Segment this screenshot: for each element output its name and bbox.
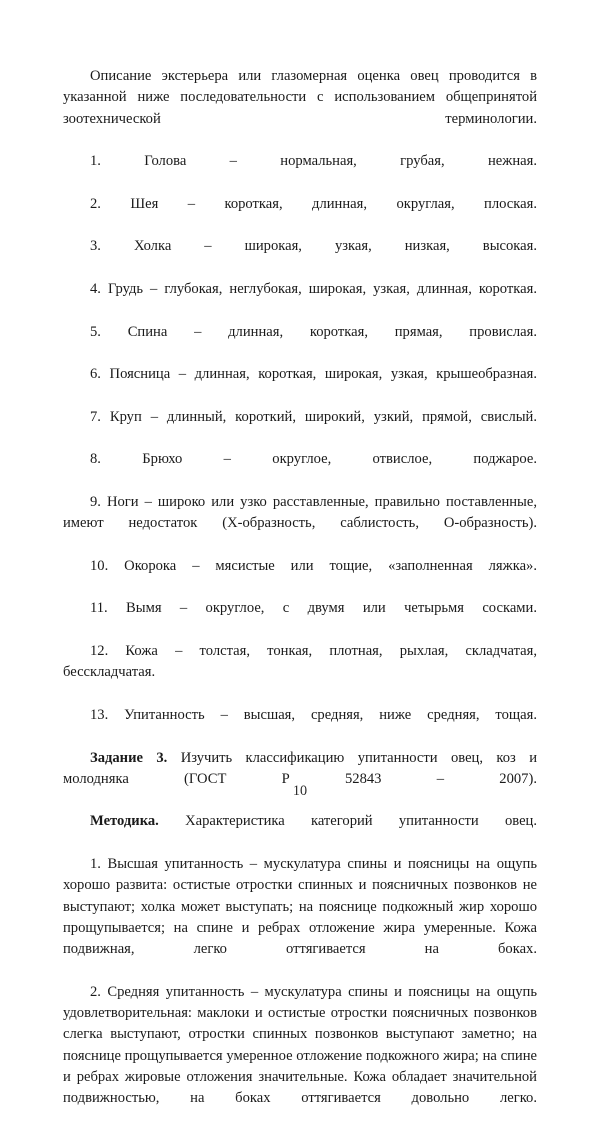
fatness-category-2: 2. Средняя упитанность – мускулатура спины и поясницы на ощупь удовлетворительная: маклоки и остистые отростки поясничных позвонков слегка выступают, отростки спинных позвонков выступают заметно; на пояснице прощупывается умеренное отложение подкожного жира; на спине и ребрах жировые отложения значительные. Кожа обладает значительной подвижностью, на боках оттягивается довольно легко. — [63, 983, 537, 1107]
list-item-8: 8. Брюхо – округлое, отвислое, поджарое. — [90, 451, 537, 468]
methodology-body-run: Характеристика категорий упитанности овец. — [158, 813, 537, 830]
list-item-6: 6. Поясница – длинная, короткая, широкая, узкая, крышеобразная. — [90, 366, 537, 383]
task-3-body-run: Изучить классификацию упитанности овец, коз и молодняка (ГОСТ Р 52843 – 2007). — [63, 749, 538, 787]
list-item-3: 3. Холка – широкая, узкая, низкая, высокая. — [90, 238, 537, 255]
paragraph-task-3 — [63, 748, 537, 812]
task-3-heading-run: Задание 3. — [90, 749, 168, 766]
list-item-5: 5. Спина – длинная, короткая, прямая, провислая. — [90, 323, 537, 340]
list-item-1: 1. Голова – нормальная, грубая, нежная. — [90, 153, 537, 170]
list-item-7: 7. Круп – длинный, короткий, широкий, узкий, прямой, свислый. — [90, 408, 537, 425]
list-item-9: 9. Ноги – широко или узко расставленные, правильно поставленные, имеют недостаток (Х-образность, саблистость, О-образность). — [63, 493, 537, 532]
list-item-12: 12. Кожа – толстая, тонкая, плотная, рыхлая, складчатая, бесскладчатая. — [63, 643, 537, 681]
fatness-category-1: 1. Высшая упитанность – мускулатура спины и поясницы на ощупь хорошо развита: остистые отростки спинных и поясничных позвонков не выступают; холка может выступать; на пояснице подкожный жир хорошо прощупывается; на спине и ребрах отложение жира умеренные. Кожа подвижная, легко оттягивается на боках. — [63, 855, 537, 958]
methodology-heading-run: Методика. — [90, 813, 159, 830]
list-item-11: 11. Вымя – округлое, с двумя или четырьмя сосками. — [90, 600, 537, 617]
page-body-text — [63, 66, 537, 1131]
list-item-4: 4. Грудь – глубокая, неглубокая, широкая, узкая, длинная, короткая. — [90, 280, 537, 297]
list-item-13: 13. Упитанность – высшая, средняя, ниже средняя, тощая. — [90, 706, 537, 723]
page-number: 10 — [292, 783, 308, 799]
paragraph-methodology — [63, 811, 537, 854]
paragraph-intro: Описание экстерьера или глазомерная оценка овец проводится в указанной ниже последовательности с использованием общепринятой зоотехнической терминологии. — [63, 68, 537, 127]
list-item-10: 10. Окорока – мясистые или тощие, «заполненная ляжка». — [90, 557, 537, 574]
list-item-2: 2. Шея – короткая, длинная, округлая, плоская. — [90, 195, 537, 212]
